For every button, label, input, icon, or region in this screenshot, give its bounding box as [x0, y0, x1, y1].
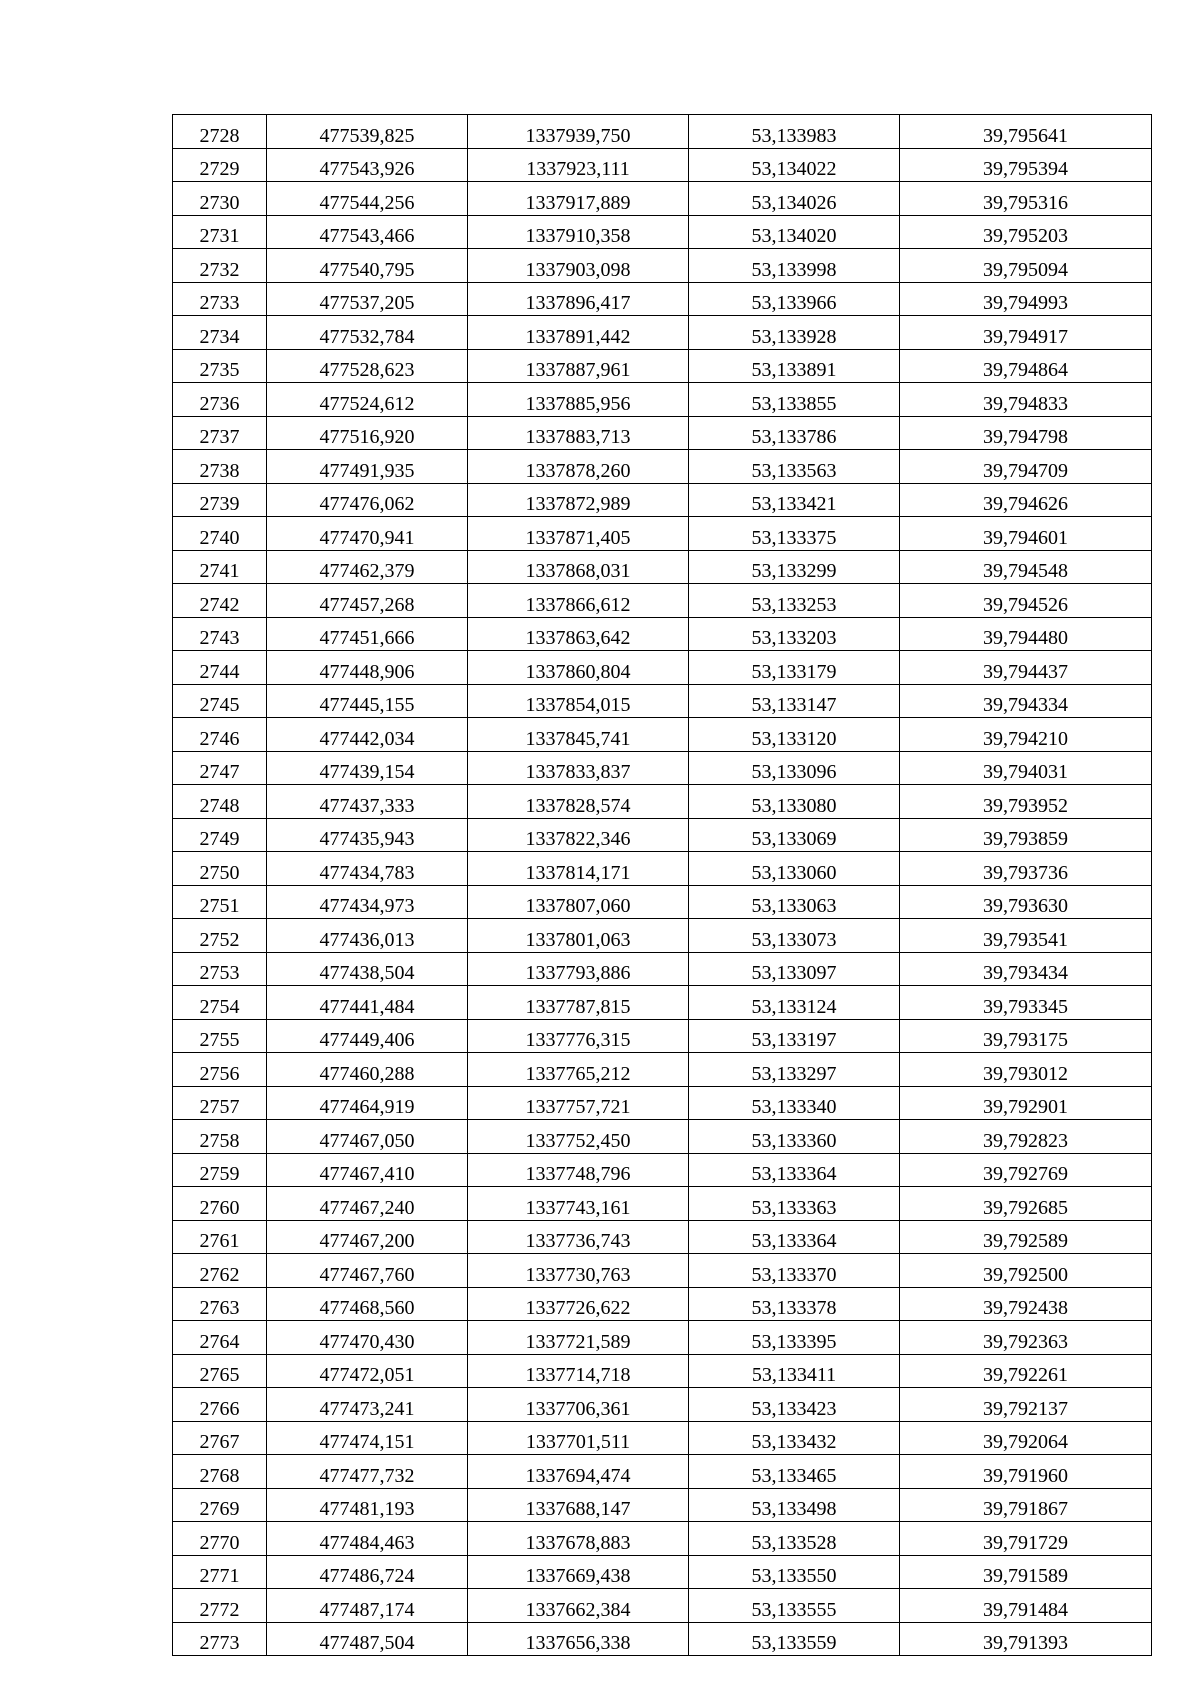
- latitude-cell: 53,133096: [689, 751, 900, 785]
- point-number-cell: 2767: [173, 1421, 267, 1455]
- latitude-cell: 53,133395: [689, 1321, 900, 1355]
- x-coordinate-cell: 477442,034: [267, 718, 468, 752]
- point-number-cell: 2749: [173, 818, 267, 852]
- y-coordinate-cell: 1337726,622: [468, 1287, 689, 1321]
- x-coordinate-cell: 477539,825: [267, 115, 468, 149]
- point-number-cell: 2766: [173, 1388, 267, 1422]
- longitude-cell: 39,793952: [900, 785, 1152, 819]
- y-coordinate-cell: 1337701,511: [468, 1421, 689, 1455]
- longitude-cell: 39,794526: [900, 584, 1152, 618]
- longitude-cell: 39,795203: [900, 215, 1152, 249]
- point-number-cell: 2730: [173, 182, 267, 216]
- x-coordinate-cell: 477462,379: [267, 550, 468, 584]
- y-coordinate-cell: 1337863,642: [468, 617, 689, 651]
- table-row: [173, 751, 1152, 785]
- longitude-cell: 39,794798: [900, 416, 1152, 450]
- table-row: [173, 1522, 1152, 1556]
- longitude-cell: 39,791960: [900, 1455, 1152, 1489]
- point-number-cell: 2754: [173, 986, 267, 1020]
- x-coordinate-cell: 477464,919: [267, 1086, 468, 1120]
- y-coordinate-cell: 1337787,815: [468, 986, 689, 1020]
- longitude-cell: 39,794993: [900, 282, 1152, 316]
- longitude-cell: 39,792500: [900, 1254, 1152, 1288]
- y-coordinate-cell: 1337765,212: [468, 1053, 689, 1087]
- table-row: [173, 651, 1152, 685]
- point-number-cell: 2729: [173, 148, 267, 182]
- table-row: [173, 885, 1152, 919]
- latitude-cell: 53,134020: [689, 215, 900, 249]
- longitude-cell: 39,791484: [900, 1589, 1152, 1623]
- longitude-cell: 39,791393: [900, 1622, 1152, 1656]
- latitude-cell: 53,133983: [689, 115, 900, 149]
- x-coordinate-cell: 477473,241: [267, 1388, 468, 1422]
- x-coordinate-cell: 477544,256: [267, 182, 468, 216]
- y-coordinate-cell: 1337896,417: [468, 282, 689, 316]
- longitude-cell: 39,794480: [900, 617, 1152, 651]
- table-row: [173, 952, 1152, 986]
- longitude-cell: 39,793630: [900, 885, 1152, 919]
- latitude-cell: 53,133550: [689, 1555, 900, 1589]
- table-row: [173, 1254, 1152, 1288]
- y-coordinate-cell: 1337743,161: [468, 1187, 689, 1221]
- x-coordinate-cell: 477477,732: [267, 1455, 468, 1489]
- latitude-cell: 53,133063: [689, 885, 900, 919]
- table-row: [173, 1488, 1152, 1522]
- latitude-cell: 53,133891: [689, 349, 900, 383]
- y-coordinate-cell: 1337694,474: [468, 1455, 689, 1489]
- point-number-cell: 2738: [173, 450, 267, 484]
- table-row: [173, 1120, 1152, 1154]
- point-number-cell: 2751: [173, 885, 267, 919]
- point-number-cell: 2750: [173, 852, 267, 886]
- table-row: [173, 584, 1152, 618]
- x-coordinate-cell: 477435,943: [267, 818, 468, 852]
- table-row: [173, 1555, 1152, 1589]
- table-row: [173, 1053, 1152, 1087]
- point-number-cell: 2769: [173, 1488, 267, 1522]
- longitude-cell: 39,791589: [900, 1555, 1152, 1589]
- latitude-cell: 53,133120: [689, 718, 900, 752]
- point-number-cell: 2752: [173, 919, 267, 953]
- x-coordinate-cell: 477441,484: [267, 986, 468, 1020]
- y-coordinate-cell: 1337822,346: [468, 818, 689, 852]
- latitude-cell: 53,134022: [689, 148, 900, 182]
- latitude-cell: 53,133498: [689, 1488, 900, 1522]
- point-number-cell: 2773: [173, 1622, 267, 1656]
- y-coordinate-cell: 1337669,438: [468, 1555, 689, 1589]
- y-coordinate-cell: 1337776,315: [468, 1019, 689, 1053]
- longitude-cell: 39,791729: [900, 1522, 1152, 1556]
- y-coordinate-cell: 1337903,098: [468, 249, 689, 283]
- y-coordinate-cell: 1337868,031: [468, 550, 689, 584]
- x-coordinate-cell: 477470,430: [267, 1321, 468, 1355]
- table-row: [173, 249, 1152, 283]
- x-coordinate-cell: 477476,062: [267, 483, 468, 517]
- longitude-cell: 39,794864: [900, 349, 1152, 383]
- y-coordinate-cell: 1337752,450: [468, 1120, 689, 1154]
- y-coordinate-cell: 1337878,260: [468, 450, 689, 484]
- point-number-cell: 2748: [173, 785, 267, 819]
- y-coordinate-cell: 1337910,358: [468, 215, 689, 249]
- table-row: [173, 718, 1152, 752]
- longitude-cell: 39,795641: [900, 115, 1152, 149]
- x-coordinate-cell: 477486,724: [267, 1555, 468, 1589]
- y-coordinate-cell: 1337833,837: [468, 751, 689, 785]
- latitude-cell: 53,133197: [689, 1019, 900, 1053]
- y-coordinate-cell: 1337887,961: [468, 349, 689, 383]
- longitude-cell: 39,792901: [900, 1086, 1152, 1120]
- table-row: [173, 115, 1152, 149]
- point-number-cell: 2746: [173, 718, 267, 752]
- longitude-cell: 39,794334: [900, 684, 1152, 718]
- table-row: [173, 148, 1152, 182]
- y-coordinate-cell: 1337706,361: [468, 1388, 689, 1422]
- latitude-cell: 53,134026: [689, 182, 900, 216]
- x-coordinate-cell: 477439,154: [267, 751, 468, 785]
- latitude-cell: 53,133555: [689, 1589, 900, 1623]
- latitude-cell: 53,133364: [689, 1153, 900, 1187]
- latitude-cell: 53,133097: [689, 952, 900, 986]
- point-number-cell: 2763: [173, 1287, 267, 1321]
- table-row: [173, 1354, 1152, 1388]
- longitude-cell: 39,793345: [900, 986, 1152, 1020]
- point-number-cell: 2745: [173, 684, 267, 718]
- table-row: [173, 684, 1152, 718]
- point-number-cell: 2744: [173, 651, 267, 685]
- table-row: [173, 1622, 1152, 1656]
- table-row: [173, 416, 1152, 450]
- y-coordinate-cell: 1337939,750: [468, 115, 689, 149]
- latitude-cell: 53,133528: [689, 1522, 900, 1556]
- point-number-cell: 2742: [173, 584, 267, 618]
- latitude-cell: 53,133423: [689, 1388, 900, 1422]
- y-coordinate-cell: 1337801,063: [468, 919, 689, 953]
- table-row: [173, 818, 1152, 852]
- x-coordinate-cell: 477438,504: [267, 952, 468, 986]
- x-coordinate-cell: 477537,205: [267, 282, 468, 316]
- latitude-cell: 53,133998: [689, 249, 900, 283]
- coordinates-table: [172, 114, 1152, 1656]
- y-coordinate-cell: 1337688,147: [468, 1488, 689, 1522]
- point-number-cell: 2735: [173, 349, 267, 383]
- point-number-cell: 2757: [173, 1086, 267, 1120]
- longitude-cell: 39,793541: [900, 919, 1152, 953]
- x-coordinate-cell: 477436,013: [267, 919, 468, 953]
- point-number-cell: 2765: [173, 1354, 267, 1388]
- y-coordinate-cell: 1337714,718: [468, 1354, 689, 1388]
- longitude-cell: 39,793012: [900, 1053, 1152, 1087]
- longitude-cell: 39,794031: [900, 751, 1152, 785]
- x-coordinate-cell: 477467,410: [267, 1153, 468, 1187]
- point-number-cell: 2761: [173, 1220, 267, 1254]
- point-number-cell: 2772: [173, 1589, 267, 1623]
- y-coordinate-cell: 1337748,796: [468, 1153, 689, 1187]
- point-number-cell: 2753: [173, 952, 267, 986]
- y-coordinate-cell: 1337883,713: [468, 416, 689, 450]
- x-coordinate-cell: 477460,288: [267, 1053, 468, 1087]
- x-coordinate-cell: 477457,268: [267, 584, 468, 618]
- point-number-cell: 2728: [173, 115, 267, 149]
- x-coordinate-cell: 477434,973: [267, 885, 468, 919]
- longitude-cell: 39,792685: [900, 1187, 1152, 1221]
- latitude-cell: 53,133465: [689, 1455, 900, 1489]
- point-number-cell: 2740: [173, 517, 267, 551]
- y-coordinate-cell: 1337721,589: [468, 1321, 689, 1355]
- latitude-cell: 53,133966: [689, 282, 900, 316]
- latitude-cell: 53,133432: [689, 1421, 900, 1455]
- x-coordinate-cell: 477487,504: [267, 1622, 468, 1656]
- y-coordinate-cell: 1337807,060: [468, 885, 689, 919]
- latitude-cell: 53,133363: [689, 1187, 900, 1221]
- point-number-cell: 2741: [173, 550, 267, 584]
- x-coordinate-cell: 477516,920: [267, 416, 468, 450]
- longitude-cell: 39,792064: [900, 1421, 1152, 1455]
- longitude-cell: 39,792137: [900, 1388, 1152, 1422]
- table-row: [173, 1153, 1152, 1187]
- y-coordinate-cell: 1337730,763: [468, 1254, 689, 1288]
- x-coordinate-cell: 477434,783: [267, 852, 468, 886]
- y-coordinate-cell: 1337866,612: [468, 584, 689, 618]
- x-coordinate-cell: 477543,926: [267, 148, 468, 182]
- point-number-cell: 2747: [173, 751, 267, 785]
- latitude-cell: 53,133360: [689, 1120, 900, 1154]
- table-row: [173, 517, 1152, 551]
- table-row: [173, 919, 1152, 953]
- point-number-cell: 2734: [173, 316, 267, 350]
- latitude-cell: 53,133147: [689, 684, 900, 718]
- longitude-cell: 39,794437: [900, 651, 1152, 685]
- longitude-cell: 39,795094: [900, 249, 1152, 283]
- x-coordinate-cell: 477467,240: [267, 1187, 468, 1221]
- latitude-cell: 53,133855: [689, 383, 900, 417]
- latitude-cell: 53,133786: [689, 416, 900, 450]
- table-row: [173, 1287, 1152, 1321]
- y-coordinate-cell: 1337860,804: [468, 651, 689, 685]
- x-coordinate-cell: 477472,051: [267, 1354, 468, 1388]
- y-coordinate-cell: 1337662,384: [468, 1589, 689, 1623]
- y-coordinate-cell: 1337891,442: [468, 316, 689, 350]
- longitude-cell: 39,793434: [900, 952, 1152, 986]
- x-coordinate-cell: 477481,193: [267, 1488, 468, 1522]
- longitude-cell: 39,792769: [900, 1153, 1152, 1187]
- x-coordinate-cell: 477487,174: [267, 1589, 468, 1623]
- longitude-cell: 39,794917: [900, 316, 1152, 350]
- x-coordinate-cell: 477474,151: [267, 1421, 468, 1455]
- table-row: [173, 1321, 1152, 1355]
- x-coordinate-cell: 477528,623: [267, 349, 468, 383]
- table-row: [173, 1388, 1152, 1422]
- longitude-cell: 39,794709: [900, 450, 1152, 484]
- latitude-cell: 53,133060: [689, 852, 900, 886]
- longitude-cell: 39,792589: [900, 1220, 1152, 1254]
- longitude-cell: 39,792261: [900, 1354, 1152, 1388]
- longitude-cell: 39,793175: [900, 1019, 1152, 1053]
- table-row: [173, 852, 1152, 886]
- x-coordinate-cell: 477467,050: [267, 1120, 468, 1154]
- point-number-cell: 2764: [173, 1321, 267, 1355]
- latitude-cell: 53,133179: [689, 651, 900, 685]
- table-row: [173, 215, 1152, 249]
- y-coordinate-cell: 1337678,883: [468, 1522, 689, 1556]
- longitude-cell: 39,792438: [900, 1287, 1152, 1321]
- longitude-cell: 39,794601: [900, 517, 1152, 551]
- y-coordinate-cell: 1337793,886: [468, 952, 689, 986]
- x-coordinate-cell: 477543,466: [267, 215, 468, 249]
- x-coordinate-cell: 477451,666: [267, 617, 468, 651]
- point-number-cell: 2732: [173, 249, 267, 283]
- table-row: [173, 349, 1152, 383]
- x-coordinate-cell: 477467,760: [267, 1254, 468, 1288]
- x-coordinate-cell: 477449,406: [267, 1019, 468, 1053]
- x-coordinate-cell: 477467,200: [267, 1220, 468, 1254]
- x-coordinate-cell: 477468,560: [267, 1287, 468, 1321]
- latitude-cell: 53,133253: [689, 584, 900, 618]
- longitude-cell: 39,792363: [900, 1321, 1152, 1355]
- table-row: [173, 986, 1152, 1020]
- x-coordinate-cell: 477532,784: [267, 316, 468, 350]
- latitude-cell: 53,133563: [689, 450, 900, 484]
- x-coordinate-cell: 477448,906: [267, 651, 468, 685]
- x-coordinate-cell: 477470,941: [267, 517, 468, 551]
- table-row: [173, 550, 1152, 584]
- y-coordinate-cell: 1337828,574: [468, 785, 689, 819]
- table-row: [173, 450, 1152, 484]
- table-row: [173, 1187, 1152, 1221]
- x-coordinate-cell: 477484,463: [267, 1522, 468, 1556]
- latitude-cell: 53,133299: [689, 550, 900, 584]
- y-coordinate-cell: 1337656,338: [468, 1622, 689, 1656]
- longitude-cell: 39,794626: [900, 483, 1152, 517]
- longitude-cell: 39,795394: [900, 148, 1152, 182]
- table-row: [173, 1019, 1152, 1053]
- latitude-cell: 53,133364: [689, 1220, 900, 1254]
- table-row: [173, 1220, 1152, 1254]
- point-number-cell: 2737: [173, 416, 267, 450]
- point-number-cell: 2759: [173, 1153, 267, 1187]
- point-number-cell: 2768: [173, 1455, 267, 1489]
- table-row: [173, 617, 1152, 651]
- y-coordinate-cell: 1337871,405: [468, 517, 689, 551]
- point-number-cell: 2731: [173, 215, 267, 249]
- latitude-cell: 53,133080: [689, 785, 900, 819]
- table-row: [173, 182, 1152, 216]
- y-coordinate-cell: 1337736,743: [468, 1220, 689, 1254]
- table-row: [173, 1421, 1152, 1455]
- point-number-cell: 2755: [173, 1019, 267, 1053]
- point-number-cell: 2756: [173, 1053, 267, 1087]
- latitude-cell: 53,133370: [689, 1254, 900, 1288]
- x-coordinate-cell: 477540,795: [267, 249, 468, 283]
- table-row: [173, 483, 1152, 517]
- y-coordinate-cell: 1337923,111: [468, 148, 689, 182]
- x-coordinate-cell: 477445,155: [267, 684, 468, 718]
- point-number-cell: 2743: [173, 617, 267, 651]
- table-row: [173, 1589, 1152, 1623]
- point-number-cell: 2736: [173, 383, 267, 417]
- point-number-cell: 2733: [173, 282, 267, 316]
- x-coordinate-cell: 477437,333: [267, 785, 468, 819]
- longitude-cell: 39,791867: [900, 1488, 1152, 1522]
- table-row: [173, 383, 1152, 417]
- x-coordinate-cell: 477524,612: [267, 383, 468, 417]
- table-row: [173, 316, 1152, 350]
- point-number-cell: 2771: [173, 1555, 267, 1589]
- latitude-cell: 53,133421: [689, 483, 900, 517]
- point-number-cell: 2760: [173, 1187, 267, 1221]
- y-coordinate-cell: 1337854,015: [468, 684, 689, 718]
- coordinates-table-body: [173, 115, 1152, 1656]
- latitude-cell: 53,133411: [689, 1354, 900, 1388]
- table-row: [173, 282, 1152, 316]
- latitude-cell: 53,133203: [689, 617, 900, 651]
- longitude-cell: 39,793859: [900, 818, 1152, 852]
- latitude-cell: 53,133378: [689, 1287, 900, 1321]
- point-number-cell: 2758: [173, 1120, 267, 1154]
- longitude-cell: 39,794210: [900, 718, 1152, 752]
- y-coordinate-cell: 1337885,956: [468, 383, 689, 417]
- y-coordinate-cell: 1337757,721: [468, 1086, 689, 1120]
- latitude-cell: 53,133073: [689, 919, 900, 953]
- point-number-cell: 2770: [173, 1522, 267, 1556]
- longitude-cell: 39,794833: [900, 383, 1152, 417]
- latitude-cell: 53,133340: [689, 1086, 900, 1120]
- y-coordinate-cell: 1337814,171: [468, 852, 689, 886]
- point-number-cell: 2762: [173, 1254, 267, 1288]
- longitude-cell: 39,793736: [900, 852, 1152, 886]
- latitude-cell: 53,133375: [689, 517, 900, 551]
- latitude-cell: 53,133124: [689, 986, 900, 1020]
- y-coordinate-cell: 1337917,889: [468, 182, 689, 216]
- y-coordinate-cell: 1337845,741: [468, 718, 689, 752]
- y-coordinate-cell: 1337872,989: [468, 483, 689, 517]
- latitude-cell: 53,133559: [689, 1622, 900, 1656]
- longitude-cell: 39,795316: [900, 182, 1152, 216]
- point-number-cell: 2739: [173, 483, 267, 517]
- latitude-cell: 53,133069: [689, 818, 900, 852]
- table-row: [173, 1086, 1152, 1120]
- table-row: [173, 785, 1152, 819]
- latitude-cell: 53,133297: [689, 1053, 900, 1087]
- x-coordinate-cell: 477491,935: [267, 450, 468, 484]
- table-row: [173, 1455, 1152, 1489]
- longitude-cell: 39,792823: [900, 1120, 1152, 1154]
- longitude-cell: 39,794548: [900, 550, 1152, 584]
- latitude-cell: 53,133928: [689, 316, 900, 350]
